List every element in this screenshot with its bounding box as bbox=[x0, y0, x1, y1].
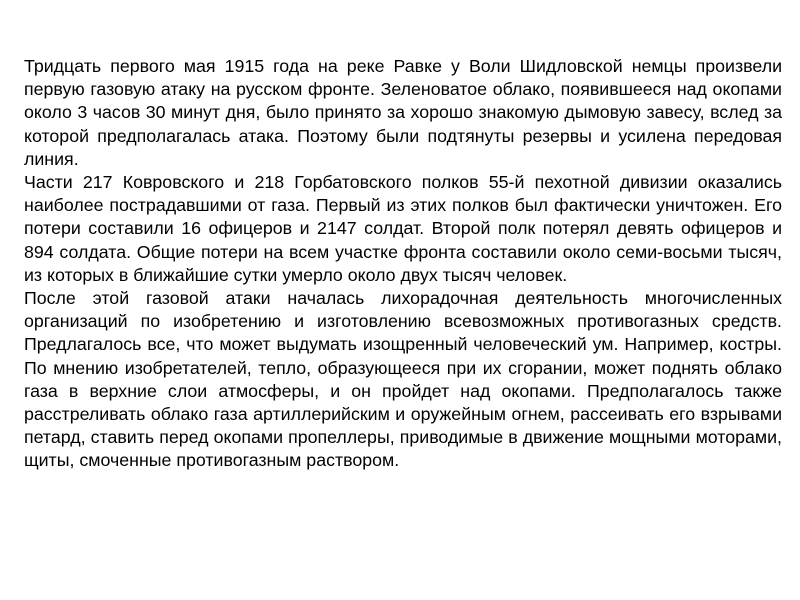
paragraph-1: Тридцать первого мая 1915 года на реке Равке у Воли Шидловской немцы произвели первую газовую атаку на русском фронте. Зеленоватое облако, появившееся над окопами около 3 часов 30 минут дня, было принято за хорошо знакомую дымовую завесу, вслед за которой предполагалась атака. Поэтому были подтянуты резервы и усилена передовая линия. bbox=[24, 56, 782, 169]
paragraph-3: После этой газовой атаки началась лихорадочная деятельность многочисленных организаций по изобретению и изготовлению всевозможных противогазных средств. Предлагалось все, что может выдумать изощренный человеческий ум. Например, костры. По мнению изобретателей, тепло, образующееся при их сгорании, может поднять облако газа в верхние слои атмосферы, и он пройдет над окопами. Предполагалось также расстреливать облако газа артиллерийским и оружейным огнем, рассеивать его взрывами петард, ставить перед окопами пропеллеры, приводимые в движение мощными моторами, щиты, смоченные противогазным раствором. bbox=[24, 288, 782, 471]
paragraph-2: Части 217 Ковровского и 218 Горбатовского полков 55-й пехотной дивизии оказались наиболее пострадавшими от газа. Первый из этих полков был фактически уничтожен. Его потери составили 16 офицеров и 2147 солдат. Второй полк потерял девять офицеров и 894 солдата. Общие потери на всем участке фронта составили около семи-восьми тысяч, из которых в ближайшие сутки умерло около двух тысяч человек. bbox=[24, 172, 782, 285]
body-text bbox=[24, 55, 782, 473]
